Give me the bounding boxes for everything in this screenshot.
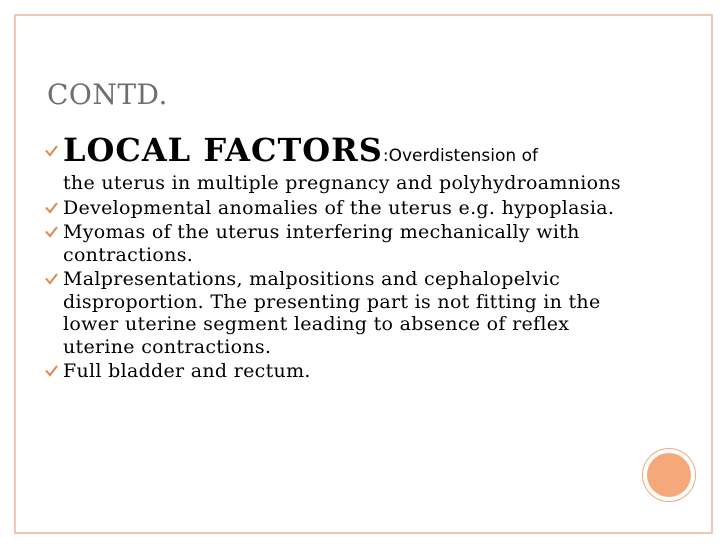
list-item-text: Developmental anomalies of the uterus e.g. hypoplasia. — [63, 196, 615, 219]
list-item — [44, 221, 624, 266]
list-item — [44, 197, 624, 220]
list-item-text: the uterus in multiple pregnancy and polyhydroamnions — [63, 172, 621, 194]
slide-title: CONTD. — [47, 78, 168, 111]
list-item — [44, 128, 624, 195]
list-item-text: Malpresentations, malpositions and cephalopelvic disproportion. The presenting part is not fitting in the lower uterine segment leading to absence of reflex uterine contractions. — [63, 268, 601, 358]
list-item-text: Full bladder and rectum. — [63, 360, 311, 382]
decorative-circle — [647, 453, 691, 497]
list-item — [44, 360, 624, 383]
local-factors-heading: LOCAL FACTORS — [63, 131, 383, 169]
checkmark-icon — [44, 144, 58, 158]
list-item — [44, 268, 624, 358]
checkmark-icon — [44, 364, 58, 378]
checkmark-icon — [44, 272, 58, 286]
checkmark-icon — [44, 225, 58, 239]
checkmark-icon — [44, 201, 58, 215]
bullet-list — [44, 128, 624, 385]
local-factors-lead-text: :Overdistension of — [382, 146, 538, 166]
list-item-text: Myomas of the uterus interfering mechanically with contractions. — [63, 221, 580, 266]
